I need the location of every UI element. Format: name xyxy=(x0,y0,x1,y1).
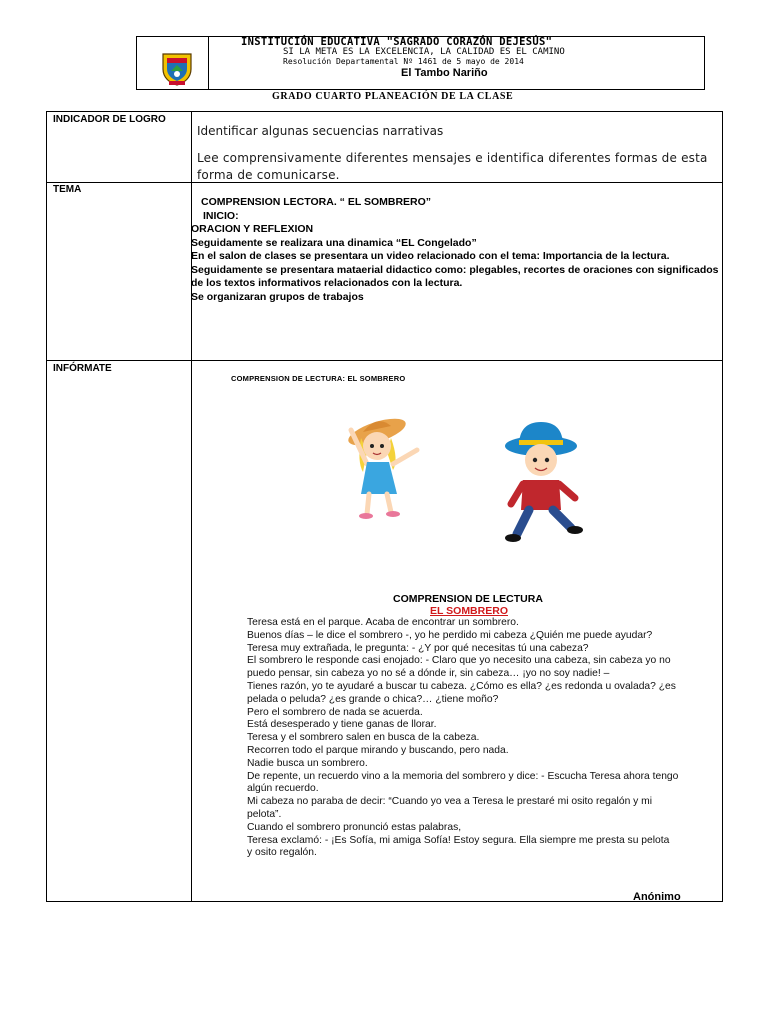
story-title: COMPRENSION DE LECTURA xyxy=(393,593,543,605)
story-line: y osito regalón. xyxy=(247,847,317,859)
tema-line: COMPRENSION LECTORA. “ EL SOMBRERO” xyxy=(201,196,432,208)
story-line: puedo pensar, sin cabeza yo no sé a dónde ir, sin cabeza… ¡yo no soy nadie! – xyxy=(247,668,610,680)
indicador-line-1: Identificar algunas secuencias narrativas xyxy=(197,124,444,138)
story-line: Está desesperado y tiene ganas de llorar. xyxy=(247,719,437,731)
story-line: pelada o peluda? ¿es grande o chica?… ¿tiene moño? xyxy=(247,693,499,705)
story-line: Cuando el sombrero pronunció estas palabras, xyxy=(247,821,462,833)
page-title: GRADO CUARTO PLANEACIÓN DE LA CLASE xyxy=(272,91,514,102)
header-box xyxy=(136,36,705,90)
girl-with-hat-icon xyxy=(333,412,429,524)
story-line: Teresa está en el parque. Acaba de encontrar un sombrero. xyxy=(247,617,519,628)
image-title: COMPRENSION DE LECTURA: EL SOMBRERO xyxy=(231,374,406,383)
row-divider xyxy=(47,360,722,361)
institution-name: INSTITUCIÓN EDUCATIVA "SAGRADO CORAZÓN DEJESÚS" xyxy=(241,36,553,48)
row-label-tema: TEMA xyxy=(53,184,82,195)
tema-line: En el salon de clases se presentara un video relacionado con el tema: Importancia de la lectura. xyxy=(191,250,670,262)
boy-running-icon xyxy=(497,418,587,548)
tema-line: Seguidamente se presentara mataerial didactico como: plegables, recortes de oraciones con significados de los textos informativos relacionados con la lectura. xyxy=(191,263,719,289)
story-author: Anónimo xyxy=(633,891,681,903)
story-line: algún recuerdo. xyxy=(247,783,319,795)
school-crest-icon xyxy=(159,51,195,87)
story-line: Recorren todo el parque mirando y buscando, pero nada. xyxy=(247,744,509,756)
institution-motto: SI LA META ES LA EXCELENCIA, LA CALIDAD ES EL CAMINO xyxy=(283,47,565,57)
tema-line: Seguidamente se realizara una dinamica “EL Congelado” xyxy=(191,236,477,249)
institution-resolution: Resolución Departamental Nº 1461 de 5 mayo de 2014 xyxy=(283,57,524,66)
story-line: Teresa exclamó: - ¡Es Sofía, mi amiga Sofía! Estoy segura. Ella siempre me presta su pelota xyxy=(247,834,670,846)
logo-cell xyxy=(137,37,209,89)
story-line: Teresa y el sombrero salen en busca de la cabeza. xyxy=(247,732,480,744)
story-line: pelota”. xyxy=(247,808,282,820)
story-line: Nadie busca un sombrero. xyxy=(247,757,368,769)
story-line: Mi cabeza no paraba de decir: “Cuando yo vea a Teresa le prestaré mi osito regalón y mi xyxy=(247,796,653,808)
story-line: De repente, un recuerdo vino a la memoria del sombrero y dice: - Escucha Teresa ahora tengo xyxy=(247,770,679,782)
tema-line: ORACION Y REFLEXION xyxy=(191,223,314,235)
tema-content xyxy=(191,196,721,304)
row-label-informate: INFÓRMATE xyxy=(53,363,112,374)
story-line: El sombrero le responde casi enojado: - Claro que yo necesito una cabeza, sin cabeza yo no xyxy=(247,655,671,667)
indicador-line-2: Lee comprensivamente diferentes mensajes e identifica diferentes formas de esta forma de comunicarse. xyxy=(197,151,708,182)
story-line: Buenos días – le dice el sombrero -, yo he perdido mi cabeza ¿Quién me puede ayudar? xyxy=(247,629,653,641)
tema-line: INICIO: xyxy=(203,209,239,222)
planning-table xyxy=(46,111,723,902)
story-text xyxy=(247,617,725,860)
story-line: Teresa muy extrañada, le pregunta: - ¿Y por qué necesitas tú una cabeza? xyxy=(247,642,589,654)
tema-line: Se organizaran grupos de trabajos xyxy=(191,290,364,303)
story-line: Pero el sombrero de nada se acuerda. xyxy=(247,706,423,718)
institution-town: El Tambo Nariño xyxy=(401,67,488,79)
story-line: Tienes razón, yo te ayudaré a buscar tu cabeza. ¿Cómo es ella? ¿es redonda u ovalada? ¿es xyxy=(247,680,676,692)
story-subtitle: EL SOMBRERO xyxy=(430,605,508,617)
row-label-indicador: INDICADOR DE LOGRO xyxy=(53,114,166,125)
